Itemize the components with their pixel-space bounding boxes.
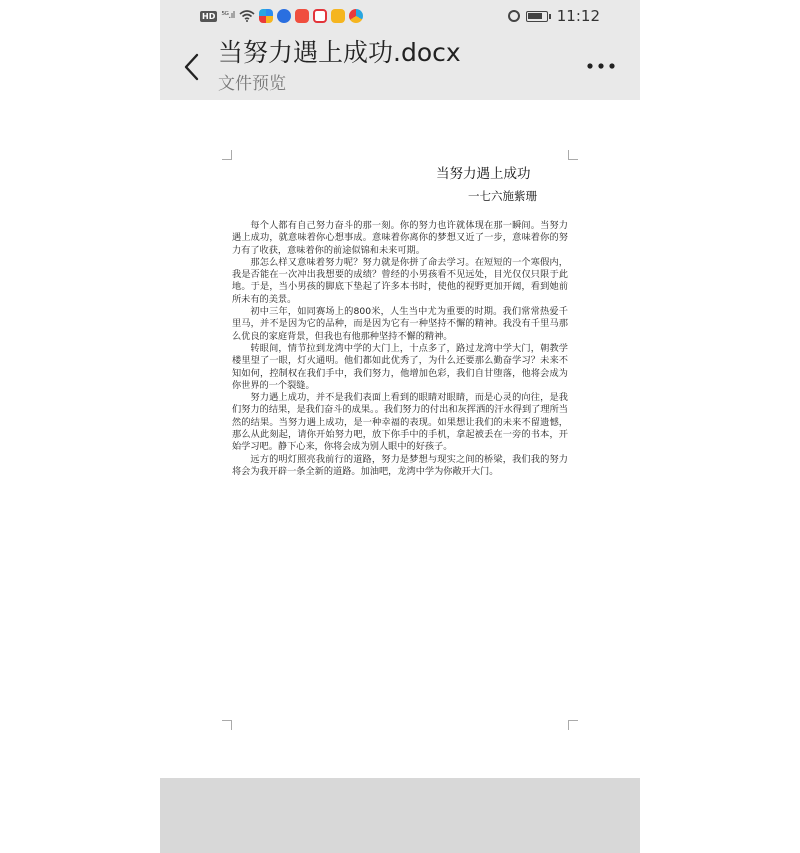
alarm-icon: [508, 10, 520, 22]
document-paragraph: 初中三年，如同赛场上的800米，人生当中尤为重要的时期。我们常常热爱千里马，并不是因为它的品种，而是因为它有一种坚持不懈的精神。我没有千里马那么优良的家庭背景，但我也有他那种坚持不懈的精神。: [232, 306, 568, 342]
app-notification-icon: [259, 9, 273, 23]
battery-tip: [549, 14, 551, 19]
status-bar: [160, 0, 640, 32]
back-button[interactable]: [178, 52, 204, 82]
document-author: 一七六施紫珊: [468, 189, 537, 203]
document-paragraph: 转眼间，情节拉到龙湾中学的大门上，十点多了，路过龙湾中学大门，朝教学楼里望了一眼，灯火通明。他们都如此优秀了，为什么还要那么勤奋学习？未来不知如何，控制权在我们手中，我们努力，他增加色彩，我们自甘堕落，他将会成为你世界的一个裂缝。: [232, 342, 568, 391]
app-notification-icon: [313, 9, 327, 23]
battery-icon: [526, 11, 548, 22]
app-notification-icon: [277, 9, 291, 23]
file-title: 当努力遇上成功.docx: [218, 38, 461, 67]
status-right: [508, 6, 600, 26]
more-icon: [587, 63, 615, 69]
document-body: [232, 220, 568, 478]
document-paragraph: 努力遇上成功，并不是我们表面上看到的眼睛对眼睛，而是心灵的向往，是我们努力的结果，是我们奋斗的成果。。我们努力的付出和灰挥洒的汗水得到了理所当然的结果。当努力遇上成功，是一种幸福的表现。如果想让我们的未来不留遗憾，那么从此刻起，请你开始努力吧，放下你手中的手机，拿起被丢在一旁的书本，开始学习吧。静下心来，你将会成为别人眼中的好孩子。: [232, 392, 568, 453]
bottom-bar: [160, 778, 640, 853]
document-title: 当努力遇上成功: [436, 166, 531, 182]
app-notification-icon: [349, 9, 363, 23]
phone-screen: [160, 0, 640, 853]
document-preview[interactable]: [160, 100, 640, 778]
app-notification-icon: [295, 9, 309, 23]
file-subtitle: 文件预览: [218, 74, 286, 94]
status-left: [200, 8, 363, 24]
hd-badge: HD: [202, 11, 216, 21]
more-options-button[interactable]: [584, 54, 618, 78]
app-header: [160, 0, 640, 100]
status-time: 11:12: [556, 7, 600, 25]
page-corner-mark: [222, 150, 232, 160]
app-notification-icon: [331, 9, 345, 23]
page-corner-mark: [222, 720, 232, 730]
page-corner-mark: [568, 720, 578, 730]
signal-icon: ⁵ᴳ.ıl: [221, 11, 235, 21]
page-corner-mark: [568, 150, 578, 160]
document-paragraph: 远方的明灯照亮我前行的道路，努力是梦想与现实之间的桥梁，我们我的努力将会为我开辟一条全新的道路。加油吧，龙湾中学为你敞开大门。: [232, 453, 568, 477]
document-paragraph: 那怎么样又意味着努力呢？努力就是你拼了命去学习。在短短的一个寒假内，我是否能在一次冲出我想要的成绩？曾经的小男孩看不见远处，目光仅仅只限于此地。于是，当小男孩的脚底下垫起了许多本书时，使他的视野更加开阔，看到她前所未有的美景。: [232, 256, 568, 305]
chevron-left-icon: [183, 53, 199, 81]
document-paragraph: 每个人都有自己努力奋斗的那一刻。你的努力也许就体现在那一瞬间。当努力遇上成功，就意味着你心想事成。意味着你离你的梦想又近了一步，意味着你的努力有了收获，意味着你的前途似锦和未来可期。: [232, 220, 568, 256]
wifi-icon: [239, 10, 255, 22]
